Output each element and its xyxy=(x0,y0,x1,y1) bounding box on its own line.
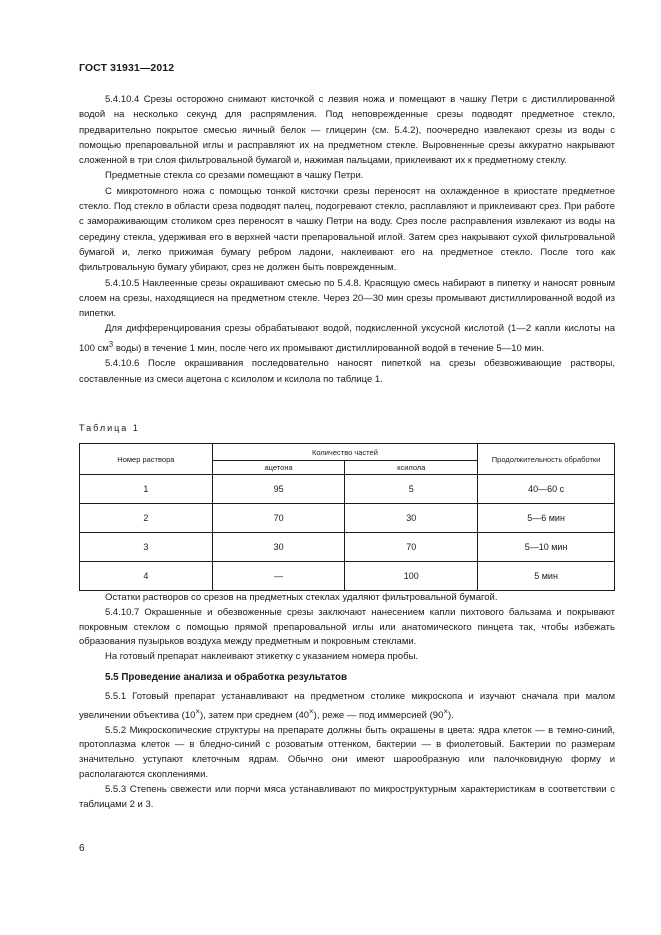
paragraph-5-4-10-7: 5.4.10.7 Окрашенные и обезвоженные срезы заключают нанесением капли пихтового бальзама и покрывают покровным стеклом с помощью прямой препаровальной иглы или анатомического пинцета так, чтобы избежать образования пузырьков воздуха между предметным и покровным стеклами. xyxy=(79,606,615,648)
p551-sup1: × xyxy=(195,706,201,716)
cell-xylene: 5 xyxy=(345,475,478,504)
cell-number: 1 xyxy=(80,475,213,504)
header-parts: Количество частей xyxy=(212,444,477,461)
paragraph-differentiation xyxy=(79,321,615,356)
paragraph-5-4-10-5: 5.4.10.5 Наклеенные срезы окрашивают смесью по 5.4.8. Красящую смесь набирают в пипетку и наносят ровным слоем на срезы, находящиеся на предметном стекле. Через 20—30 мин срезы промывают дистиллированной водой из пипетки. xyxy=(79,277,615,320)
cell-acetone: 95 xyxy=(212,475,345,504)
p551-part2: ), затем при среднем (40 xyxy=(200,709,310,721)
table-row xyxy=(80,533,615,562)
table-row xyxy=(80,562,615,591)
cell-xylene: 100 xyxy=(345,562,478,591)
p551-sup3: × xyxy=(443,706,448,716)
table-row xyxy=(80,475,615,504)
p551-sup2: × xyxy=(309,706,314,716)
section-heading-5-5: 5.5 Проведение анализа и обработка результатов xyxy=(105,671,348,683)
paragraph-5-4-10-4: 5.4.10.4 Срезы осторожно снимают кисточкой с лезвия ножа и помещают в чашку Петри с дистиллированной водой на несколько секунд для распрямления. Под неповрежденные срезы подводят предметное стекло, предварительно покрытое смесью яичный белок — глицерин (см. 5.4.2), поочередно извлекают срезы из воды с помощью препаровальной иглы и расправляют их на предметном стекле. Выровненные срезы аккуратно накрывают сложенной в три слоя фильтровальной бумагой и, нажимая пальцами, приклеивают их к предметному стеклу. xyxy=(79,94,615,167)
paragraph-remains: Остатки растворов со срезов на предметных стеклах удаляют фильтровальной бумагой. xyxy=(105,592,498,603)
header-duration: Продолжительность обработки xyxy=(478,444,615,475)
paragraph-5-5-2: 5.5.2 Микроскопические структуры на препарате должны быть окрашены в цвета: ядра клеток — в темно-синий, протоплазма клеток — в бледно-синий с розоватым оттенком, бактерии — в фиолетовый. Бактерии по размерам значительно уступают клеточным ядрам. Обычно они имеют шарообразную или палочковидную форму и располагаются скоплениями. xyxy=(79,724,615,780)
body-text-bottom xyxy=(79,591,615,812)
cell-number: 2 xyxy=(80,504,213,533)
header-number: Номер раствора xyxy=(80,444,213,475)
cell-number: 4 xyxy=(80,562,213,591)
cell-xylene: 30 xyxy=(345,504,478,533)
paragraph-petri: Предметные стекла со срезами помещают в чашку Петри. xyxy=(105,170,364,182)
cell-duration: 5—10 мин xyxy=(478,533,615,562)
dehydration-table xyxy=(79,443,615,591)
table-row xyxy=(80,504,615,533)
cell-duration: 40—60 с xyxy=(478,475,615,504)
cell-duration: 5—6 мин xyxy=(478,504,615,533)
cell-xylene: 70 xyxy=(345,533,478,562)
standard-header: ГОСТ 31931—2012 xyxy=(79,62,175,74)
p551-part1: 5.5.1 Готовый препарат устанавливают на предметном столике микроскопа и изучают сначала при малом увеличении объектива (10 xyxy=(79,690,615,721)
p551-part4: ). xyxy=(447,709,454,721)
header-xylene: ксилола xyxy=(345,461,478,475)
diff-text-part1: Для дифференцирования срезы обрабатывают водой, подкисленной уксусной кислотой (1—2 капли кислоты на 100 см xyxy=(79,323,615,354)
table-caption: Таблица 1 xyxy=(79,423,140,433)
cell-duration: 5 мин xyxy=(478,562,615,591)
diff-text-part2: воды) в течение 1 мин, после чего их промывают дистиллированной водой в течение 5—10 мин. xyxy=(113,342,545,354)
header-acetone: ацетона xyxy=(212,461,345,475)
paragraph-label: На готовый препарат наклеивают этикетку с указанием номера пробы. xyxy=(105,651,419,663)
paragraph-5-5-1 xyxy=(79,690,615,724)
paragraph-5-4-10-6: 5.4.10.6 После окрашивания последовательно наносят пипеткой на срезы обезвоживающие растворы, составленные из смеси ацетона с ксилолом и ксилола по таблице 1. xyxy=(79,358,615,385)
cell-number: 3 xyxy=(80,533,213,562)
page-number: 6 xyxy=(79,843,85,854)
paragraph-5-5-3: 5.5.3 Степень свежести или порчи мяса устанавливают по микроструктурным характеристикам в соответствии с таблицами 2 и 3. xyxy=(79,783,615,810)
cell-acetone: — xyxy=(212,562,345,591)
cell-acetone: 70 xyxy=(212,504,345,533)
paragraph-microtome: С микротомного ножа с помощью тонкой кисточки срезы переносят на охлажденное в криостате предметное стекло. Под стекло в области среза подводят палец, подогревают стекло, расплавляют и приклеивают срез. При работе с замораживающим столиком срез переносят в чашку Петри на воду. Срез после расправления извлекают из воды на середину стекла, удерживая его в верхней части препаровальной иглой. Затем срез накрывают сухой фильтровальной бумагой и, легко прижимая бумагу ребром ладони, наклеивают его на предметное стекло. После того как фильтровальную бумагу убирают, срез не должен быть поврежденным. xyxy=(79,185,615,274)
body-text-top xyxy=(79,92,615,387)
p551-part3: ), реже — под иммерсией (90 xyxy=(313,709,444,721)
cell-acetone: 30 xyxy=(212,533,345,562)
diff-superscript: 3 xyxy=(108,339,114,349)
